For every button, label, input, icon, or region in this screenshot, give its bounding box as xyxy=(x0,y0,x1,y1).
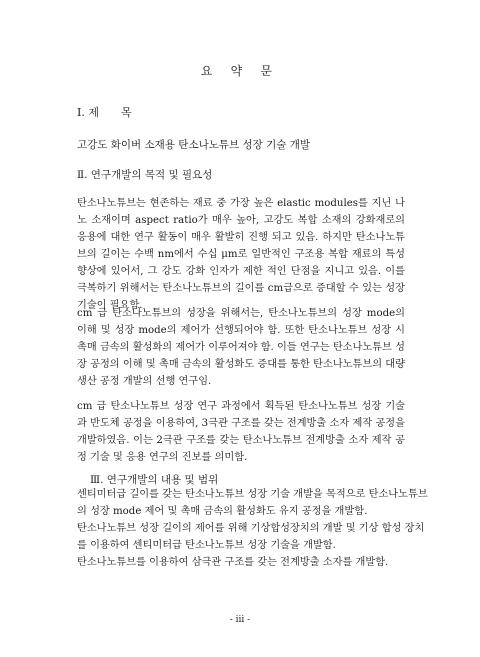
section-3-line: 탄소나노튜브 성장 길이의 제어를 위해 기상합성장치의 개발 및 기상 합성 장치 xyxy=(77,523,425,534)
section-3-line: 를 이용하여 센티미터급 탄소나노튜브 성장 기술을 개발함. xyxy=(77,540,336,551)
section-1-heading-num: Ⅰ. 제 xyxy=(77,106,99,119)
section-3-line: 센티미터급 길이를 갖는 탄소나노튜브 성장 기술 개발을 목적으로 탄소나노튜브 xyxy=(77,489,428,500)
section-3-line: 탄소나노튜브를 이용하여 삼극관 구조를 갖는 전계방출 소자를 개발함. xyxy=(77,557,389,568)
page-title: 요 약 문 xyxy=(200,64,280,78)
section-1-heading-rest: 목 xyxy=(120,106,132,119)
section-1-heading xyxy=(77,104,132,120)
section-1-content: 고강도 화이버 소재용 탄소나노튜브 성장 기술 개발 xyxy=(77,139,311,151)
section-2-paragraph-1: 탄소나노튜브는 현존하는 재료 중 가장 높은 elastic modules를 지닌 나노 소재이며 aspect ratio가 매우 높아, 고강도 복합 소재의 강화재로의 응용에 대한 연구 활동이 매우 활발히 진행 되고 있음. 하지만 탄소나노튜브의 길이는 수백 nm에서 수십 μm로 일반적인 구조용 복합 재료의 특성 향상에 있어서, 그 강도 강화 인자가 제한 적인 단점을 지니고 있음. 이를 극복하기 위해서는 탄소나노튜브의 길이를 cm급으로 증대할 수 있는 성장 기술이 필요함. xyxy=(77,198,405,311)
section-2-paragraph-2: cm 급 탄소나노튜브의 성장을 위해서는, 탄소나노튜브의 성장 mode의 이해 및 성장 mode의 제어가 선행되어야 함. 또한 탄소나노튜브 성장 시 촉매 금속의 활성화의 제어가 이루어져야 함. 이들 연구는 탄소나노튜브 성장 공정의 이해 및 촉매 금속의 활성화도 증대를 통한 탄소나노튜브의 대량 생산 공정 개발의 선행 연구임. xyxy=(77,308,405,387)
section-3-body xyxy=(77,486,428,571)
section-3-line: 의 성장 mode 제어 및 촉매 금속의 활성화도 유지 공정을 개발함. xyxy=(77,506,368,517)
page-number: - iii - xyxy=(229,615,251,625)
section-2-heading: Ⅱ. 연구개발의 목적 및 필요성 xyxy=(77,169,213,181)
section-2-paragraph-3: cm 급 탄소나노튜브 성장 연구 과정에서 획득된 탄소나노튜브 성장 기술과 반도체 공정을 이용하여, 3극관 구조를 갖는 전계방출 소자 제작 공정을 개발하였음. 이는 2극관 구조를 갖는 탄소나노튜브 전계방출 소자 제작 공정 기술 및 응용 연구의 진보를 의미함. xyxy=(77,401,405,463)
section-3-heading: Ⅲ. 연구개발의 내용 및 범위 xyxy=(90,474,219,486)
